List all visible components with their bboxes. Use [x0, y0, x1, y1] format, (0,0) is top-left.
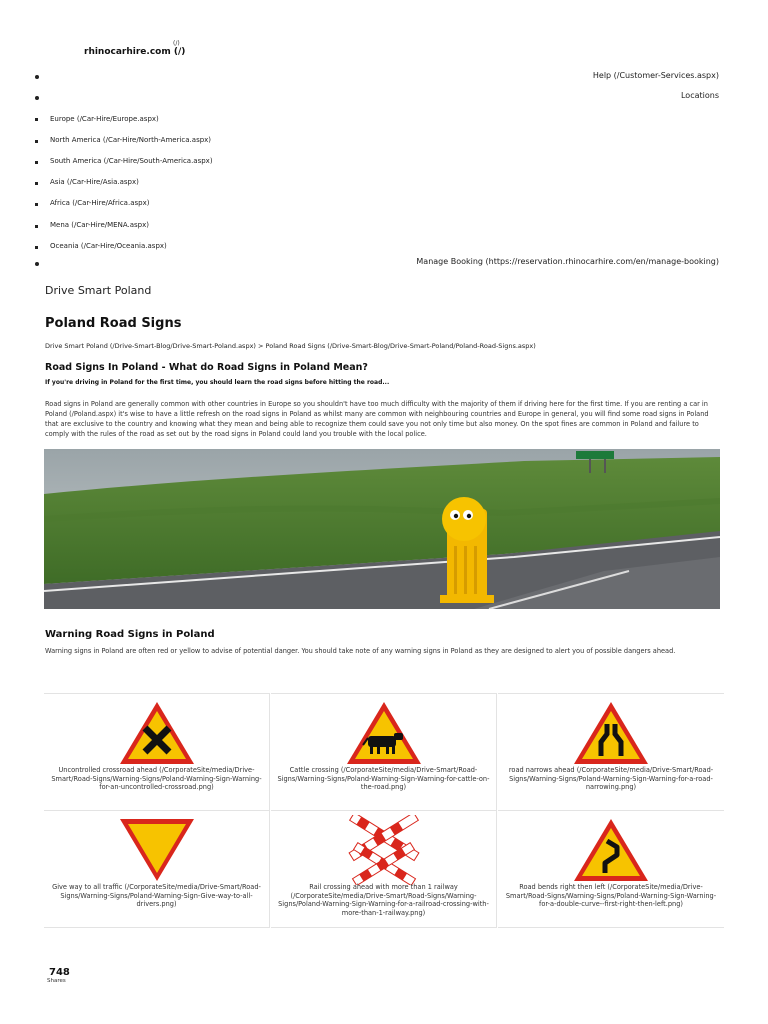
location-south-america-link[interactable]: South America (/Car-Hire/South-America.aspx): [50, 157, 213, 165]
sign-caption[interactable]: Rail crossing ahead with more than 1 railway (/CorporateSite/media/Drive-Smart/Road-Signs/Warning-Signs/Poland-Warning-Sign-Warning-for-a-railroad-crossing-with-more-than-1-railway.png): [278, 883, 489, 917]
logo-sup-link[interactable]: (/): [173, 40, 180, 47]
warning-signs-heading: Warning Road Signs in Poland: [45, 629, 215, 640]
sign-card[interactable]: [498, 693, 724, 811]
nav-manage-booking-link[interactable]: Manage Booking (https://reservation.rhinocarhire.com/en/manage-booking): [416, 257, 719, 266]
article-subtitle: Road Signs In Poland - What do Road Signs in Poland Mean?: [45, 362, 368, 373]
section-heading: Drive Smart Poland: [45, 284, 152, 297]
cattle-icon: [344, 698, 424, 768]
site-logo-link[interactable]: rhinocarhire.com (/): [84, 47, 186, 57]
intro-paragraph: Road signs in Poland are generally common with other countries in Europe so you shouldn't have too much difficulty with the majority of them if driving here for the first time. If you are renting a car in Poland (/Poland.aspx) it's wise to have a little refresh on the road signs in Poland as whilst many are common with neighbouring countries and Europe in general, you will find some road signs in Poland that are exclusive to the country and knowing what they mean and being able to recognize them could save you not only time but also money. On the spot fines are common in Poland and failure to comply with the rules of the road as set out by the road signs in Poland could land you trouble with the local police.: [45, 400, 709, 438]
sign-caption[interactable]: Uncontrolled crossroad ahead (/CorporateSite/media/Drive-Smart/Road-Signs/Warning-Signs/Poland-Warning-Sign-Warning-for-an-uncontrolled-crossroad.png): [51, 766, 262, 792]
location-mena-link[interactable]: Mena (/Car-Hire/MENA.aspx): [50, 221, 149, 229]
sign-card[interactable]: [44, 693, 270, 811]
sign-card[interactable]: [271, 693, 497, 811]
share-count: 748: [49, 967, 70, 978]
nav-help-link[interactable]: Help (/Customer-Services.aspx): [592, 71, 719, 80]
nav-bullet: [35, 75, 39, 79]
crossroad-icon: [117, 698, 197, 768]
list-bullet: [35, 225, 38, 228]
double-bend-icon: [571, 815, 651, 885]
sign-caption[interactable]: Cattle crossing (/CorporateSite/media/Drive-Smart/Road-Signs/Warning-Signs/Poland-Warning-Sign-Warning-for-cattle-on-the-road.png): [277, 766, 490, 792]
sign-caption[interactable]: Road bends right then left (/CorporateSite/media/Drive-Smart/Road-Signs/Warning-Signs/Poland-Warning-Sign-Warning-for-a-double-curve--first-right-then-left.png): [505, 883, 717, 909]
list-bullet: [35, 140, 38, 143]
location-africa-link[interactable]: Africa (/Car-Hire/Africa.aspx): [50, 199, 150, 207]
warning-signs-paragraph: Warning signs in Poland are often red or yellow to advise of potential danger. You should take note of any warning signs in Poland as they are designed to alert you of possible dangers ahead.: [45, 647, 676, 655]
page-title: Poland Road Signs: [45, 316, 182, 331]
location-europe-link[interactable]: Europe (/Car-Hire/Europe.aspx): [50, 115, 159, 123]
nav-bullet: [35, 262, 39, 266]
nav-bullet: [35, 96, 39, 100]
share-label: Shares: [47, 978, 66, 984]
location-asia-link[interactable]: Asia (/Car-Hire/Asia.aspx): [50, 178, 139, 186]
road-narrows-icon: [571, 698, 651, 768]
sign-card[interactable]: [44, 810, 270, 928]
sign-caption[interactable]: road narrows ahead (/CorporateSite/media/Drive-Smart/Road-Signs/Warning-Signs/Poland-Warning-Sign-Warning-for-a-road-narrowing.png): [508, 766, 714, 792]
sign-card[interactable]: [498, 810, 724, 928]
sign-caption[interactable]: Give way to all traffic (/CorporateSite/media/Drive-Smart/Road-Signs/Warning-Signs/Poland-Warning-Sign-Give-way-to-all-drivers.png): [52, 883, 261, 909]
list-bullet: [35, 182, 38, 185]
intro-lead: If you're driving in Poland for the first time, you should learn the road signs before hitting the road...: [45, 379, 390, 386]
warning-signs-grid: [44, 693, 724, 931]
list-bullet: [35, 161, 38, 164]
list-bullet: [35, 118, 38, 121]
nav-locations-link[interactable]: Locations: [680, 91, 719, 100]
give-way-icon: [117, 815, 197, 885]
sign-card[interactable]: [271, 810, 497, 928]
list-bullet: [35, 203, 38, 206]
location-north-america-link[interactable]: North America (/Car-Hire/North-America.aspx): [50, 136, 212, 144]
breadcrumb[interactable]: Drive Smart Poland (/Drive-Smart-Blog/Drive-Smart-Poland.aspx) > Poland Road Signs (/Drive-Smart-Blog/Drive-Smart-Poland/Poland-Road-Signs.aspx): [45, 342, 536, 350]
rail-crossing-icon: [344, 815, 424, 885]
hero-road-photo: [44, 449, 720, 609]
location-oceania-link[interactable]: Oceania (/Car-Hire/Oceania.aspx): [50, 242, 167, 250]
list-bullet: [35, 246, 38, 249]
